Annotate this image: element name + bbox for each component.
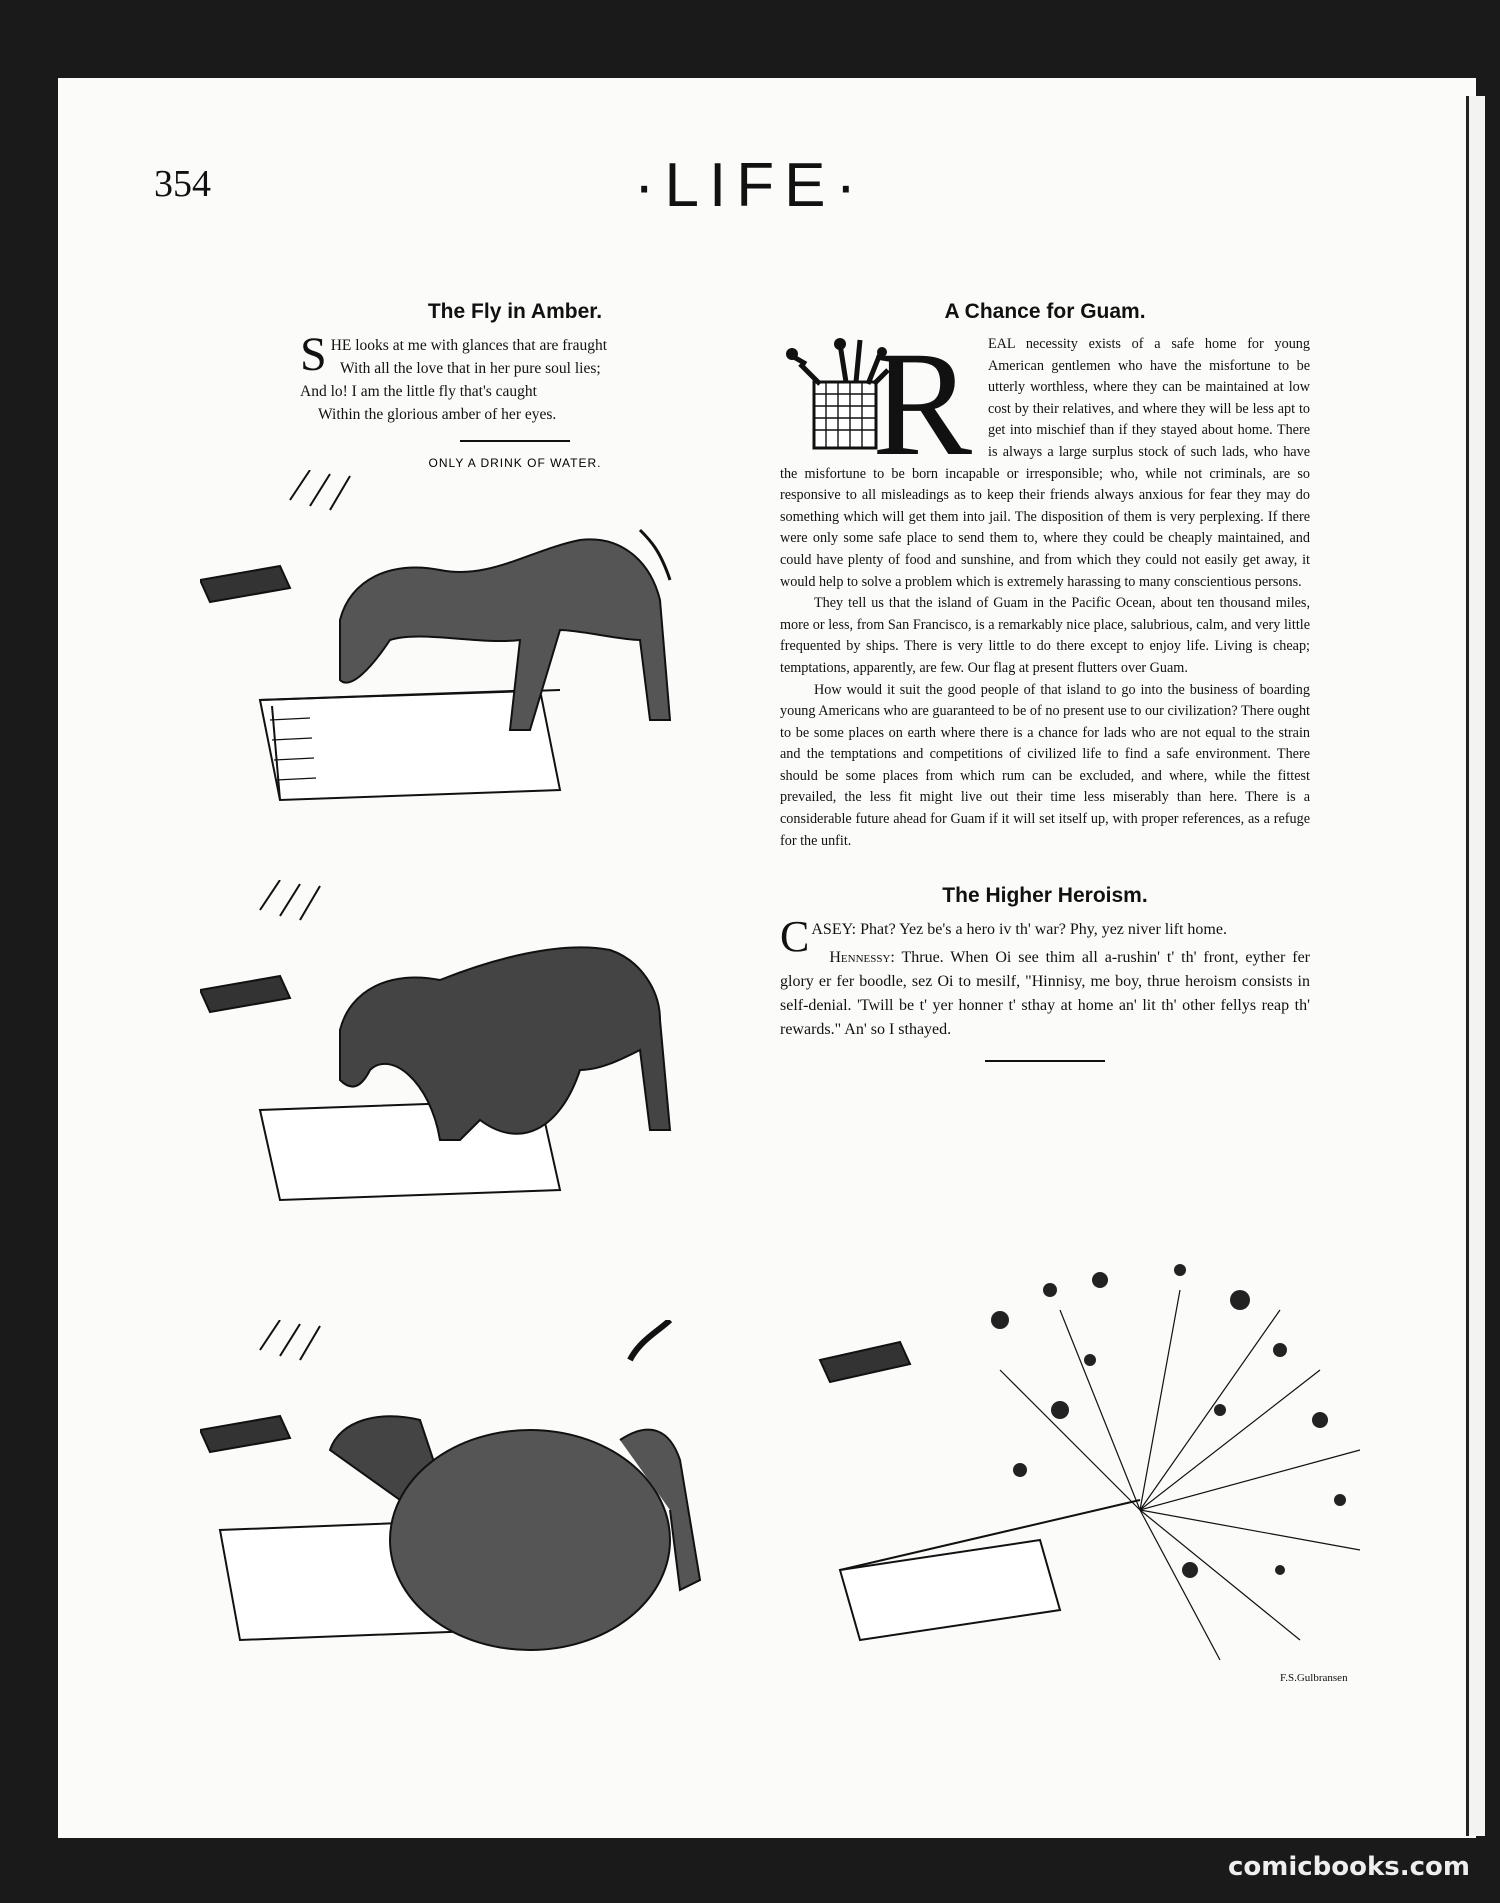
poem-title: The Fly in Amber. [427,300,603,323]
heroism-title: The Higher Heroism. [942,884,1148,908]
poem-line: With all the love that in her pure soul lies; [340,360,601,377]
poem-section [300,300,730,470]
guam-title: A Chance for Guam. [944,300,1146,323]
cartoon-panel-horse-swelling [200,880,740,1220]
masthead-title: ·LIFE· [633,151,867,220]
cartoon-panel-explosion [760,1250,1400,1670]
guam-body [780,334,1310,852]
poem-line: And lo! I am the little fly that's caught [300,383,537,400]
heroism-body [780,912,1310,1042]
artist-signature: F.S.Gulbransen [1280,1672,1348,1684]
casey-line: ASEY: Phat? Yez be's a hero iv th' war? Phy, yez niver lift home. [811,921,1227,939]
hennessy-line: : Thrue. When Oi see thim all a-rushin' t' th' front, eyther fer glory er fer boodle, sez Oi to mesilf, "Hinnisy, me boy, thrue heroism consists in self-denial. 'Twill be t' yer honner t' sthay at home an' lit th' other fellys reap th' rewards." An' so I sthayed. [780,949,1310,1039]
watermark: comicbooks.com [1227,1852,1470,1882]
poem-line: HE looks at me with glances that are fraught [330,337,608,354]
divider-rule [985,1060,1105,1062]
guam-paragraph: How would it suit the good people of that island to go into the business of boarding young Americans who are guaranteed to be of no present use to our civilization? There ought to be some places on earth where there is a chance for lads who are not equal to the strain and the temptations and competitions of civilized life to find a safe environment. There should be some places from which rum can be excluded, and where, while the fittest prevailed, the less fit might live out their time less miserably than here. There is a considerable future ahead for Guam if it will set itself up, with proper references, as a refuge for the unfit. [780,681,1310,849]
poem-line: Within the glorious amber of her eyes. [318,406,557,423]
hennessy-name: Hennessy [829,949,891,967]
basket-of-dolls-icon [780,334,980,460]
guam-article [780,300,1310,1076]
divider-rule [460,440,570,442]
cartoon-caption: ONLY A DRINK OF WATER. [428,456,602,470]
poem-body [300,328,730,426]
decorative-drop-cap-r [780,334,980,460]
guam-paragraph: They tell us that the island of Guam in the Pacific Ocean, about ten thousand miles, more or less, from San Francisco, is a remarkably nice place, salubrious, calm, and very little frequented by ships. There is very little to do there except to enjoy life. Living is cheap; temptations, apparently, are few. Our flag at present flutters over Guam. [780,595,1310,676]
cartoon-panel-horse-ballooned [200,1320,760,1660]
page-number: 354 [154,163,211,205]
guam-paragraph: EAL necessity exists of a safe home for young American gentlemen who have the misfortune to be utterly worthless, where they can be maintained at low cost by their relatives, and where they will be less apt to get into mischief than if they stayed about home. There is always a large surplus stock of such lads, who have the misfortune to be born incapable or irresponsible; who, while not criminals, are so responsive to all misleadings as to keep their friends always anxious for fear they may do something which will get them into jail. The disposition of them is very perplexing. If there were only some safe place to send them to, where they could be cheaply maintained, and could have plenty of food and sunshine, and from which they could not easily get away, it would help to solve a problem which is extremely harassing to many conscientious persons. [780,336,1310,590]
poem-drop-cap: S [300,328,327,381]
next-page-edge [1466,96,1485,1836]
heroism-drop-cap: C [780,912,810,962]
cartoon-panel-horse-drinking [200,470,740,810]
hennessy-speech [780,946,1310,1042]
guam-drop-cap: R [872,334,973,460]
